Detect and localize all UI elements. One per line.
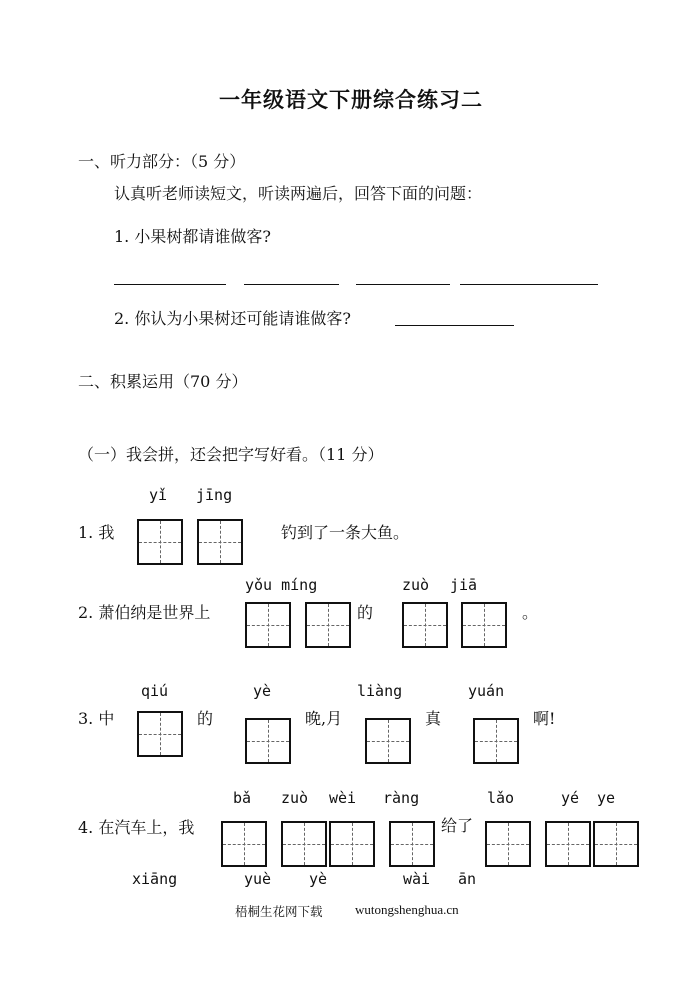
pinyin: bǎ (233, 789, 252, 807)
pinyin: wèi (329, 789, 357, 807)
item-3-text: 真 (425, 709, 442, 728)
pinyin: yǒu míng (245, 576, 318, 594)
item-3-text: 的 (197, 709, 214, 728)
pinyin: lǎo (487, 789, 515, 807)
item-3-text: 晚,月 (305, 709, 343, 728)
writing-grid-box[interactable] (485, 821, 531, 867)
subsection-1-heading: （一）我会拼，还会把字写好看。（11 分） (78, 445, 384, 464)
item-3-text: 啊! (533, 709, 556, 728)
pinyin: wài (403, 870, 431, 888)
writing-grid-box[interactable] (329, 821, 375, 867)
writing-grid-box[interactable] (389, 821, 435, 867)
item-2-label: 2. 萧伯纳是世界上 (78, 603, 211, 622)
item-1-tail: 钓到了一条大鱼。 (281, 523, 410, 542)
pinyin: jiā (450, 576, 478, 594)
item-4-mid: 给了 (441, 816, 474, 835)
item-4-label: 4. 在汽车上，我 (78, 818, 195, 837)
footer-site-url: wutongshenghua.cn (355, 902, 459, 917)
question-2: 2. 你认为小果树还可能请谁做客? (114, 309, 351, 328)
writing-grid-box[interactable] (305, 602, 351, 648)
answer-line-4[interactable] (460, 284, 598, 285)
pinyin: xiāng (132, 870, 178, 888)
pinyin: ràng (383, 789, 420, 807)
pinyin: liàng (357, 682, 403, 700)
item-1-label: 1. 我 (78, 523, 115, 542)
pinyin: ān (458, 870, 477, 888)
footer-site-name: 梧桐生花网下载 (235, 904, 323, 919)
writing-grid-box[interactable] (473, 718, 519, 764)
writing-grid-box[interactable] (545, 821, 591, 867)
writing-grid-box[interactable] (137, 711, 183, 757)
question-1: 1. 小果树都请谁做客? (114, 227, 271, 246)
pinyin: yé (561, 789, 580, 807)
writing-grid-box[interactable] (365, 718, 411, 764)
section1-instruction: 认真听老师读短文，听读两遍后，回答下面的问题： (114, 184, 483, 203)
writing-grid-box[interactable] (197, 519, 243, 565)
section1-heading: 一、听力部分：（5 分） (78, 152, 246, 171)
writing-grid-box[interactable] (402, 602, 448, 648)
answer-line-2[interactable] (244, 284, 339, 285)
pinyin: zuò (281, 789, 309, 807)
page-title: 一年级语文下册综合练习二 (219, 88, 483, 112)
writing-grid-box[interactable] (245, 602, 291, 648)
pinyin: jīng (196, 486, 233, 504)
answer-line-1[interactable] (114, 284, 226, 285)
pinyin: yè (253, 682, 272, 700)
section2-heading: 二、积累运用（70 分） (78, 372, 248, 391)
item-2-tail: 。 (522, 603, 539, 622)
answer-line-3[interactable] (356, 284, 450, 285)
writing-grid-box[interactable] (221, 821, 267, 867)
answer-line-5[interactable] (395, 325, 514, 326)
pinyin: yǐ (149, 486, 168, 504)
writing-grid-box[interactable] (593, 821, 639, 867)
item-3-label: 3. 中 (78, 709, 115, 728)
pinyin: yuán (468, 682, 505, 700)
pinyin: yè (309, 870, 328, 888)
writing-grid-box[interactable] (245, 718, 291, 764)
pinyin: qiú (141, 682, 169, 700)
writing-grid-box[interactable] (281, 821, 327, 867)
pinyin: yuè (244, 870, 272, 888)
pinyin: zuò (402, 576, 430, 594)
writing-grid-box[interactable] (461, 602, 507, 648)
pinyin: ye (597, 789, 616, 807)
writing-grid-box[interactable] (137, 519, 183, 565)
item-2-mid: 的 (357, 603, 374, 622)
